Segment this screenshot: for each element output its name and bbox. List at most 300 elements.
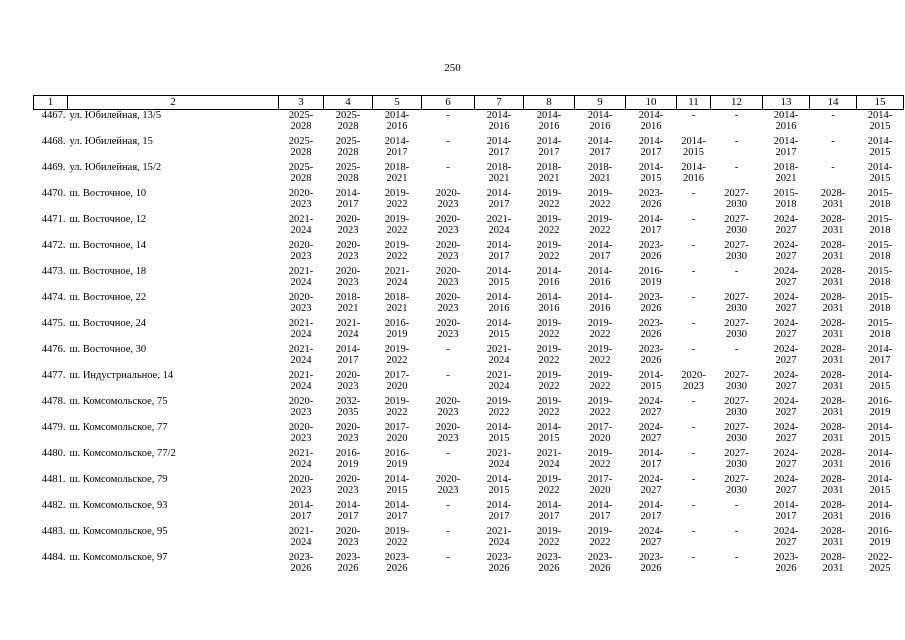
period-line: 2019- [536,526,562,537]
period-line: 2020 [386,433,408,445]
period-line: 2016 [488,121,510,133]
period-line: 2014- [773,136,799,147]
period-line: 2015- [867,292,893,303]
address-cell: ш. Комсомольское, 77 [69,422,168,433]
table-row [34,292,904,318]
period-cell [763,396,810,422]
period-line: 2014- [384,474,410,485]
period-cell [575,110,626,137]
period-line: - [734,500,739,511]
period-line: 2015- [867,240,893,251]
period-cell [857,448,904,474]
period-cell [475,110,524,137]
period-line: 2023 [437,407,459,419]
period-cell [524,240,575,266]
period-cell [810,344,857,370]
period-cell [810,500,857,526]
period-line: 2024 [488,459,510,471]
period-line: 2027 [775,381,797,393]
period-line: 2022 [538,199,560,211]
period-cell [857,396,904,422]
period-line: 2014- [638,214,664,225]
period-line: 2022 [538,355,560,367]
period-cell [810,318,857,344]
period-cell [677,474,711,500]
period-line: - [691,448,696,459]
period-line: 2017 [640,511,662,523]
period-cell [575,344,626,370]
period-line: 2018 [869,303,891,315]
period-line: 2028 [337,173,359,185]
period-line: 2023- [638,318,664,329]
period-line: 2028- [820,474,846,485]
period-line: 2022 [589,355,611,367]
period-line: 2024- [773,448,799,459]
period-line: 2026 [775,563,797,575]
period-line: 2014- [867,344,893,355]
period-line: 2014- [638,136,664,147]
period-line: 2025- [288,110,314,121]
period-cell [324,448,373,474]
period-line: 2028- [820,396,846,407]
table-row [34,240,904,266]
period-line: 2031 [822,199,844,211]
table-body [34,110,904,579]
address-cell: ш. Восточное, 18 [69,266,147,277]
period-line: 2023 [290,407,312,419]
period-line: 2026 [640,251,662,263]
address-cell: ш. Восточное, 14 [69,240,147,251]
period-line: 2014- [486,188,512,199]
period-cell [711,162,763,188]
period-cell [763,292,810,318]
period-line: 2019- [384,396,410,407]
period-line: - [691,266,696,277]
period-line: 2022- [867,552,893,563]
period-line: 2023 [337,537,359,549]
row-number: 4472. [41,240,66,251]
period-line: 2014- [536,422,562,433]
period-line: 2016- [638,266,664,277]
period-line: 2014- [335,500,361,511]
period-line: 2021- [335,318,361,329]
period-cell [475,214,524,240]
period-line: - [734,266,739,277]
table-row [34,552,904,578]
period-line: 2027- [724,448,749,459]
period-line: 2014- [638,448,664,459]
period-cell [711,526,763,552]
period-cell [763,110,810,137]
period-line: 2016 [589,303,611,315]
period-line: 2020- [435,266,461,277]
period-cell [524,422,575,448]
period-line: 2023 [290,303,312,315]
period-line: 2028- [820,214,846,225]
period-cell [524,396,575,422]
period-line: 2019- [587,396,613,407]
period-cell [373,500,422,526]
period-line: 2028- [820,500,846,511]
period-line: 2026 [538,563,560,575]
period-line: 2019- [587,370,613,381]
period-cell [626,448,677,474]
period-line: 2019- [536,214,562,225]
period-line: 2023 [437,199,459,211]
period-line: 2022 [589,199,611,211]
period-line: 2020- [288,188,314,199]
period-cell [711,266,763,292]
period-cell [279,162,324,188]
period-cell [475,162,524,188]
period-cell [373,188,422,214]
period-line: 2023- [638,344,664,355]
period-cell [324,344,373,370]
period-cell [763,188,810,214]
period-cell [324,292,373,318]
period-line: 2017 [538,511,560,523]
period-line: 2016 [640,121,662,133]
period-line: 2022 [589,459,611,471]
period-line: 2031 [822,485,844,497]
period-line: 2027 [775,459,797,471]
period-line: 2021- [486,344,512,355]
period-line: 2016 [683,173,704,185]
period-line: 2014- [867,448,893,459]
period-cell [324,552,373,578]
period-line: 2017 [775,147,797,159]
period-line: 2028- [820,292,846,303]
period-line: 2019- [384,526,410,537]
period-line: 2015 [538,433,560,445]
column-header: 5 [373,96,422,110]
period-line: 2028 [337,121,359,133]
period-cell [373,240,422,266]
period-line: 2026 [640,563,662,575]
period-cell [279,526,324,552]
period-line: 2017 [589,147,611,159]
period-cell [677,422,711,448]
column-header: 8 [524,96,575,110]
period-line: 2019- [384,240,410,251]
period-line: 2017 [337,199,359,211]
period-line: 2014- [536,500,562,511]
period-line: 2020- [288,474,314,485]
period-line: 2023 [437,485,459,497]
row-number: 4474. [41,292,66,303]
period-line: - [691,292,696,303]
period-cell [475,344,524,370]
table-row [34,266,904,292]
period-line: 2023- [638,292,664,303]
period-line: 2016 [589,277,611,289]
period-line: 2020- [435,422,461,433]
period-line: 2028- [820,552,846,563]
period-cell [626,474,677,500]
row-number: 4483. [41,526,66,537]
period-line: 2018- [536,162,562,173]
period-line: 2028- [820,344,846,355]
period-cell [575,500,626,526]
period-line: 2018 [869,277,891,289]
period-cell [422,266,475,292]
period-line: 2020 [386,381,408,393]
period-line: 2014- [867,474,893,485]
row-number: 4469. [41,162,66,173]
period-line: 2021- [486,526,512,537]
period-line: 2024- [773,344,799,355]
period-line: 2014- [587,292,613,303]
period-line: 2014- [681,162,706,173]
period-line: 2014- [681,136,706,147]
period-line: 2014- [486,474,512,485]
period-line: 2019- [486,396,512,407]
period-line: 2016- [384,318,410,329]
period-line: 2025 [869,563,891,575]
period-cell [857,344,904,370]
period-line: 2027- [724,474,749,485]
period-cell [677,266,711,292]
period-cell [711,474,763,500]
period-line: 2019 [869,407,891,419]
period-cell [763,448,810,474]
period-cell [575,188,626,214]
period-cell [575,396,626,422]
period-cell [279,292,324,318]
period-line: 2014- [867,110,893,121]
period-line: 2023 [437,251,459,263]
period-line: 2021 [337,303,359,315]
period-line: 2023- [486,552,512,563]
period-cell [857,370,904,396]
period-line: 2027 [775,537,797,549]
period-cell [324,110,373,137]
period-line: 2027- [724,422,749,433]
period-line: 2030 [726,459,747,471]
period-cell [422,552,475,578]
period-line: 2020- [335,474,361,485]
period-line: 2023 [290,433,312,445]
period-line: 2024- [773,396,799,407]
period-cell [324,422,373,448]
period-line: 2022 [589,329,611,341]
period-line: 2014- [335,344,361,355]
period-line: - [734,552,739,563]
address-cell: ш. Индустриальное, 14 [69,370,174,381]
period-cell [324,136,373,162]
period-line: 2018 [869,225,891,237]
period-cell [524,552,575,578]
period-line: 2025- [335,136,361,147]
period-line: 2024- [638,474,664,485]
period-line: - [734,162,739,173]
period-cell [711,552,763,578]
period-line: 2028- [820,526,846,537]
period-cell [279,344,324,370]
period-line: 2021 [775,173,797,185]
period-cell [763,266,810,292]
table-row [34,136,904,162]
column-header: 4 [324,96,373,110]
period-line: 2014- [638,162,664,173]
period-line: 2024 [290,355,312,367]
period-cell [575,422,626,448]
period-line: 2017 [589,511,611,523]
period-line: 2024 [488,537,510,549]
period-line: 2017 [337,511,359,523]
period-line: 2028- [820,240,846,251]
period-cell [475,136,524,162]
period-cell [475,500,524,526]
period-line: 2015 [683,147,704,159]
period-line: 2030 [726,407,747,419]
period-cell [626,526,677,552]
period-cell [677,110,711,137]
period-line: 2021- [288,318,314,329]
period-line: - [446,344,450,355]
period-line: 2019- [587,214,613,225]
period-line: 2021- [486,370,512,381]
period-line: 2023 [437,329,459,341]
table-row [34,214,904,240]
period-cell [475,266,524,292]
period-cell [857,240,904,266]
period-line: 2030 [726,225,747,237]
period-cell [575,240,626,266]
period-cell [422,136,475,162]
period-cell [857,526,904,552]
period-line: - [831,162,835,173]
period-cell [763,344,810,370]
period-line: 2028 [290,147,312,159]
period-cell [677,526,711,552]
period-cell [677,214,711,240]
period-line: 2024- [773,266,799,277]
period-cell [810,448,857,474]
period-cell [810,162,857,188]
period-line: 2031 [822,355,844,367]
column-header: 15 [857,96,904,110]
period-line: 2019- [587,448,613,459]
period-line: 2014- [486,318,512,329]
period-line: 2024- [773,214,799,225]
period-line: 2019- [384,344,410,355]
period-cell [373,266,422,292]
period-line: 2027- [724,396,749,407]
period-line: 2014- [486,292,512,303]
period-line: 2022 [386,355,408,367]
period-line: 2023 [337,251,359,263]
period-line: 2017- [587,474,613,485]
period-cell [422,188,475,214]
period-line: 2021- [288,370,314,381]
period-line: 2024- [773,292,799,303]
period-line: 2021- [288,448,314,459]
period-line: 2020- [335,240,361,251]
period-line: 2028- [820,188,846,199]
period-line: 2025- [335,162,361,173]
period-cell [279,240,324,266]
period-line: - [446,110,450,121]
table-row [34,422,904,448]
period-cell [422,214,475,240]
period-line: 2014- [335,188,361,199]
period-line: 2015 [869,147,891,159]
period-line: 2014- [486,266,512,277]
period-line: 2024 [290,537,312,549]
period-cell [475,240,524,266]
period-cell [810,110,857,137]
period-cell [575,448,626,474]
period-line: 2015 [869,173,891,185]
row-number: 4478. [41,396,66,407]
period-cell [626,162,677,188]
period-line: 2019- [536,474,562,485]
period-line: 2017- [587,422,613,433]
period-line: - [734,344,739,355]
period-line: - [446,162,450,173]
period-cell [324,396,373,422]
period-cell [677,370,711,396]
period-line: 2018 [775,199,797,211]
period-line: 2025- [335,110,361,121]
period-cell [422,474,475,500]
period-cell [524,110,575,137]
period-line: - [734,110,739,121]
period-cell [575,214,626,240]
address-cell: ул. Юбилейная, 15 [69,136,153,147]
period-cell [626,266,677,292]
period-line: 2015 [488,433,510,445]
period-cell [575,292,626,318]
period-line: - [691,240,696,251]
period-line: 2019 [640,277,662,289]
period-line: 2023 [337,433,359,445]
period-line: 2014- [288,500,314,511]
period-line: 2027- [724,370,749,381]
period-line: 2021- [288,344,314,355]
period-cell [810,474,857,500]
period-line: 2016 [775,121,797,133]
period-line: 2027 [640,485,662,497]
period-line: 2020- [681,370,706,381]
period-cell [279,552,324,578]
period-cell [373,344,422,370]
period-line: 2021 [386,173,408,185]
period-line: - [691,344,696,355]
period-line: 2023- [587,552,613,563]
period-line: 2023 [290,199,312,211]
period-line: 2024 [290,329,312,341]
row-number: 4476. [41,344,66,355]
period-line: 2023- [773,552,799,563]
column-header: 9 [575,96,626,110]
period-line: 2024- [638,526,664,537]
period-line: 2026 [589,563,611,575]
period-line: 2024- [773,318,799,329]
period-cell [626,188,677,214]
column-header: 7 [475,96,524,110]
period-cell [575,266,626,292]
period-line: 2014- [867,500,893,511]
period-line: 2015- [867,214,893,225]
period-cell [711,110,763,137]
period-line: 2016 [386,121,408,133]
period-line: 2014- [486,422,512,433]
period-line: 2027- [724,214,749,225]
period-cell [524,500,575,526]
period-cell [373,526,422,552]
